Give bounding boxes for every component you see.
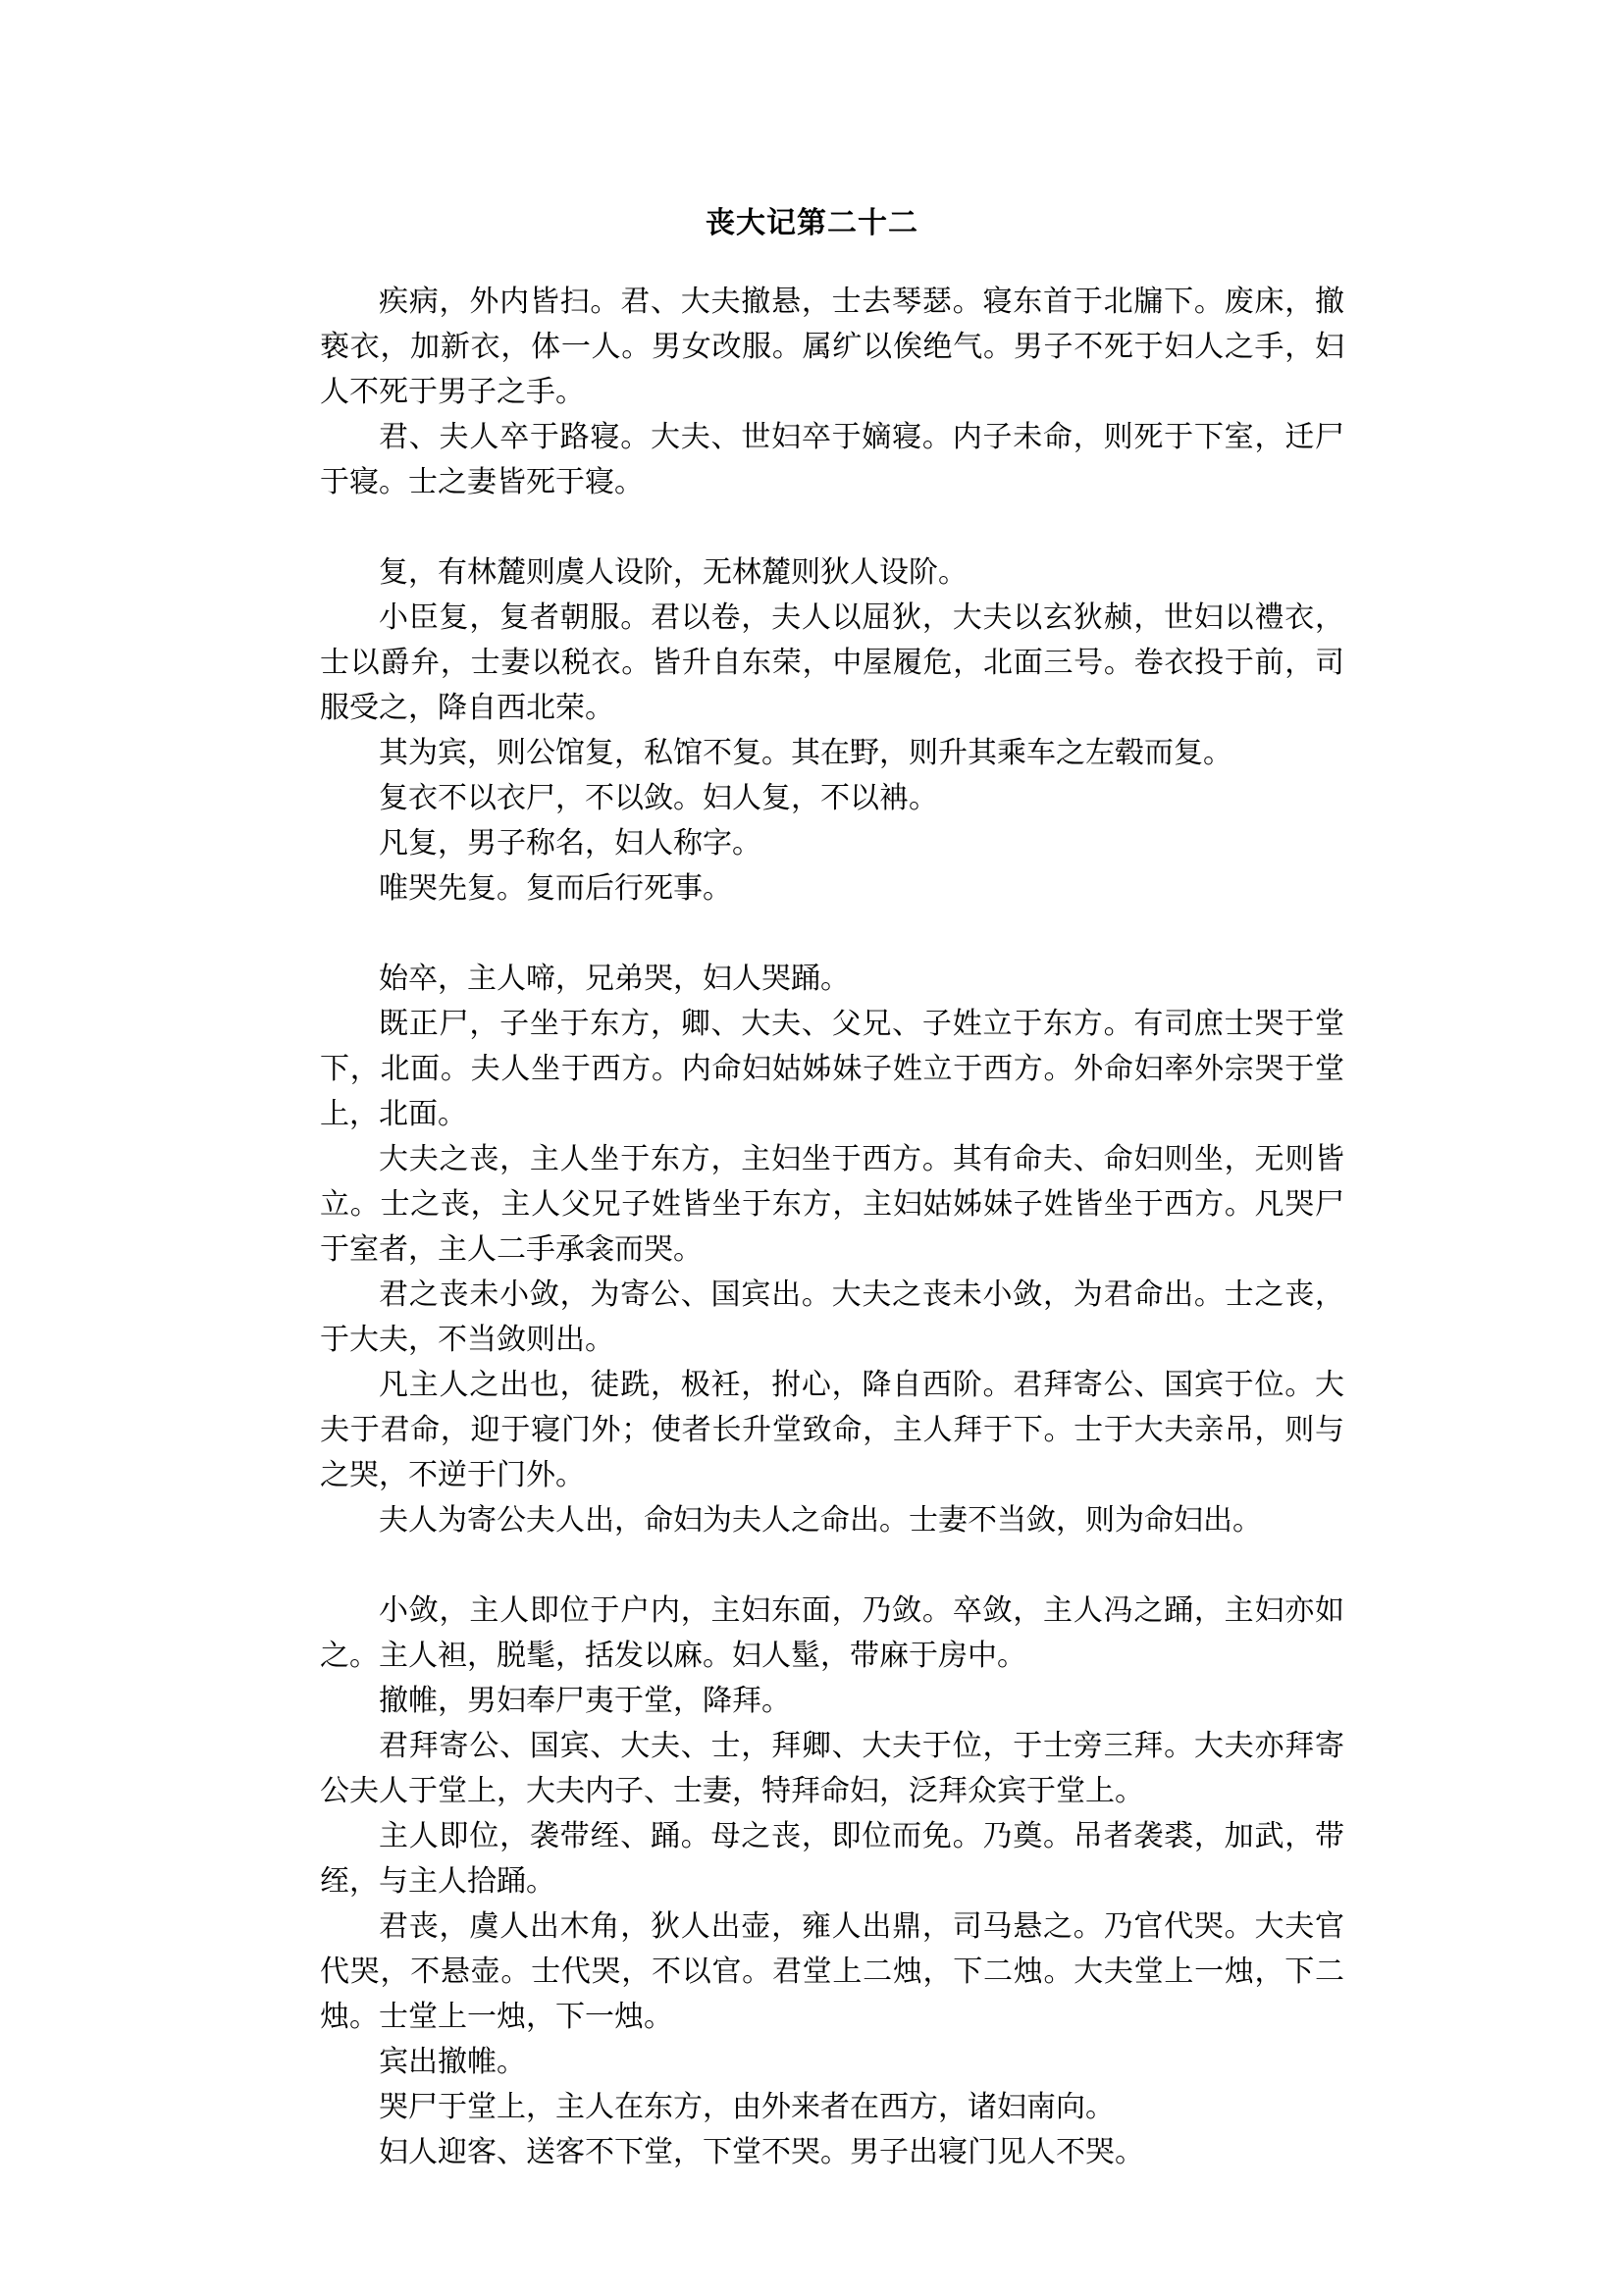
section-gap — [320, 1543, 1344, 1589]
paragraph: 既正尸，子坐于东方，卿、大夫、父兄、子姓立于东方。有司庶士哭于堂下，北面。夫人坐于西方。内命妇姑姊妹子姓立于西方。外命妇率外宗哭于堂上，北面。 — [320, 1007, 1344, 1131]
paragraph: 小敛，主人即位于户内，主妇东面，乃敛。卒敛，主人冯之踊，主妇亦如之。主人袒，脱髦，括发以麻。妇人髽，带麻于房中。 — [320, 1593, 1344, 1673]
paragraph: 唯哭先复。复而后行死事。 — [379, 871, 732, 906]
paragraph: 君、夫人卒于路寝。大夫、世妇卒于嫡寝。内子未命，则死于下室，迁尸于寝。士之妻皆死于寝。 — [320, 420, 1344, 499]
paragraph: 撤帷，男妇奉尸夷于堂，降拜。 — [379, 1684, 791, 1718]
section-gap — [320, 912, 1344, 957]
paragraph: 复，有林麓则虞人设阶，无林麓则狄人设阶。 — [379, 555, 968, 590]
paragraph: 始卒，主人啼，兄弟哭，妇人哭踊。 — [379, 962, 850, 996]
paragraph: 其为宾，则公馆复，私馆不复。其在野，则升其乘车之左毂而复。 — [379, 736, 1232, 770]
paragraph: 君丧，虞人出木角，狄人出壶，雍人出鼎，司马悬之。乃官代哭。大夫官代哭，不悬壶。士代哭，不以官。君堂上二烛，下二烛。大夫堂上一烛，下二烛。士堂上一烛，下一烛。 — [320, 1909, 1344, 2034]
paragraph: 妇人迎客、送客不下堂，下堂不哭。男子出寝门见人不哭。 — [379, 2135, 1144, 2169]
paragraph: 夫人为寄公夫人出，命妇为夫人之命出。士妻不当敛，则为命妇出。 — [379, 1503, 1262, 1538]
paragraph: 君之丧未小敛，为寄公、国宾出。大夫之丧未小敛，为君命出。士之丧，于大夫，不当敛则出。 — [320, 1277, 1344, 1357]
paragraph: 凡主人之出也，徒跣，极衽，拊心，降自西阶。君拜寄公、国宾于位。大夫于君命，迎于寝门外；使者长升堂致命，主人拜于下。士于大夫亲吊，则与之哭，不逆于门外。 — [320, 1368, 1344, 1492]
document-body — [320, 280, 1344, 2175]
paragraph: 小臣复，复者朝服。君以卷，夫人以屈狄，大夫以玄狄赪，世妇以禮衣，士以爵弁，士妻以税衣。皆升自东荣，中屋履危，北面三号。卷衣投于前，司服受之，降自西北荣。 — [320, 600, 1344, 725]
paragraph: 大夫之丧，主人坐于东方，主妇坐于西方。其有命夫、命妇则坐，无则皆立。士之丧，主人父兄子姓皆坐于东方，主妇姑姊妹子姓皆坐于西方。凡哭尸于室者，主人二手承衾而哭。 — [320, 1142, 1344, 1267]
page-title: 丧大记第二十二 — [706, 206, 918, 240]
paragraph: 凡复，男子称名，妇人称字。 — [379, 826, 761, 860]
section-gap — [320, 505, 1344, 550]
paragraph: 哭尸于堂上，主人在东方，由外来者在西方，诸妇南向。 — [379, 2090, 1115, 2124]
paragraph: 君拜寄公、国宾、大夫、士，拜卿、大夫于位，于士旁三拜。大夫亦拜寄公夫人于堂上，大夫内子、士妻，特拜命妇，泛拜众宾于堂上。 — [320, 1729, 1344, 1808]
paragraph: 宾出撤帷。 — [379, 2045, 526, 2079]
paragraph: 主人即位，袭带绖、踊。母之丧，即位而免。乃奠。吊者袭裘，加武，带绖，与主人拾踊。 — [320, 1819, 1344, 1899]
paragraph: 复衣不以衣尸，不以敛。妇人复，不以袡。 — [379, 781, 938, 815]
paragraph: 疾病，外内皆扫。君、大夫撤悬，士去琴瑟。寝东首于北牖下。废床，撤亵衣，加新衣，体一人。男女改服。属纩以俟绝气。男子不死于妇人之手，妇人不死于男子之手。 — [320, 285, 1344, 409]
